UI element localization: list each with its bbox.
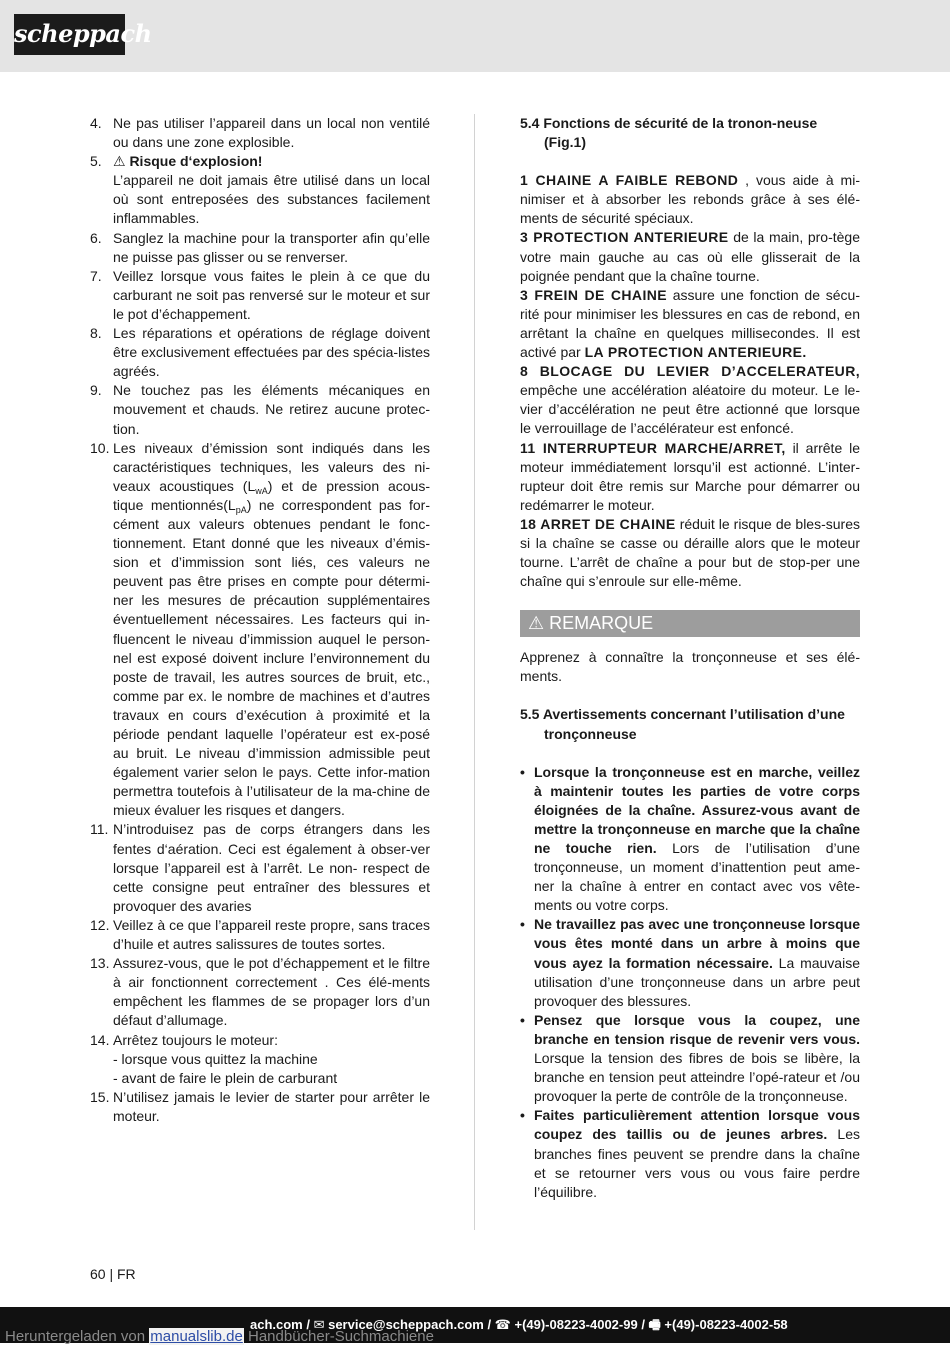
item-text: Veillez lorsque vous faites le plein à ce que du carburant ne soit pas renversé sur le moteur et sur le pot d’échappement. bbox=[113, 267, 430, 322]
download-suffix: Handbücher-Suchmachiene bbox=[243, 1328, 434, 1345]
item-number: 9. bbox=[90, 382, 102, 399]
subscript: wA bbox=[255, 485, 268, 496]
download-notice bbox=[5, 1328, 434, 1345]
remark-text: Apprenez à connaître la tronçonneuse et ses élé-ments. bbox=[520, 649, 860, 685]
footer-bar bbox=[0, 1307, 950, 1343]
bullet-bold: Lorsque la tronçonneuse est en marche, veillez à maintenir toutes les parties de votre corps éloignées de la chaîne. Assurez-vous avant de mettre la tronçonneuse en marche que la chaîne ne touche rien. bbox=[534, 763, 860, 856]
section-title: Avertissements concernant l’utilisation d’une bbox=[542, 706, 845, 723]
feature-label: 8 BLOCAGE DU LEVIER D’ACCELERATEUR, bbox=[520, 363, 860, 380]
bullet-text: Les branches fines peuvent se prendre dans la chaîne et se retourner vers vous ou vous faire perdre l’équilibre. bbox=[534, 1126, 860, 1200]
language-code: FR bbox=[117, 1266, 136, 1282]
list-item bbox=[90, 820, 430, 915]
section-heading bbox=[520, 705, 860, 743]
item-number: 6. bbox=[90, 229, 102, 246]
header-band bbox=[0, 0, 950, 72]
item-text: Ne touchez pas les éléments mécaniques en mouvement et chauds. Ne retirez aucune protec-tion. bbox=[113, 382, 430, 437]
list-item bbox=[90, 1088, 430, 1126]
feature-paragraph bbox=[520, 286, 860, 362]
list-item bbox=[90, 439, 430, 821]
list-item bbox=[520, 915, 860, 1010]
feature-text: réduit le risque de bles-sures si la chaîne se casse ou déraille alors que le moteur tourne. L’arrêt de chaîne a pour but de stop-per une chaîne qui s’enroule sur elle-même. bbox=[520, 515, 860, 590]
item-text: L’appareil ne doit jamais être utilisé dans un local où sont entreposées des substances facilement inflammables. bbox=[113, 172, 430, 227]
list-item bbox=[90, 381, 430, 438]
section-heading bbox=[520, 114, 860, 152]
bullet-icon: • bbox=[520, 1011, 525, 1028]
item-text: Arrêtez toujours le moteur: bbox=[113, 1031, 278, 1048]
brand-logo: scheppach bbox=[14, 14, 125, 55]
subscript: pA bbox=[235, 504, 247, 515]
item-text: - avant de faire le plein de carburant bbox=[113, 1069, 338, 1086]
list-item bbox=[90, 1031, 430, 1088]
warning-list bbox=[520, 763, 860, 1202]
feature-paragraph bbox=[520, 439, 860, 515]
item-number: 11. bbox=[90, 821, 109, 838]
bullet-icon: • bbox=[520, 763, 525, 780]
item-title: ⚠ Risque d‘explosion! bbox=[113, 153, 263, 170]
item-text: Sanglez la machine pour la transporter afin qu’elle ne puisse pas glisser ou se renverser. bbox=[113, 229, 430, 265]
feature-paragraph bbox=[520, 228, 860, 285]
list-item bbox=[90, 152, 430, 228]
download-prefix: Heruntergeladen von bbox=[5, 1328, 150, 1345]
item-number: 5. bbox=[90, 153, 102, 170]
item-text: Les réparations et opérations de réglage doivent être exclusivement effectuées par des spécia-listes agréés. bbox=[113, 325, 430, 380]
item-number: 13. bbox=[90, 955, 110, 972]
item-text: ) et de pression acous-tique mentionnés(L bbox=[113, 477, 430, 513]
page-number: 60 | FR bbox=[90, 1266, 136, 1282]
bullet-text: Lorsque la tension des fibres de bois se libère, la branche en tension peut atteindre l’opé-rateur et /ou provoquer la perte de contrôle de la tronçonneuse. bbox=[534, 1050, 860, 1105]
bullet-bold: Ne travaillez pas avec une tronçonneuse lorsque vous êtes monté dans un arbre à moins que vous ayez la formation nécessaire. bbox=[534, 916, 860, 971]
bullet-bold: Faites particulièrement attention lorsque vous coupez des taillis ou de jeunes arbres. bbox=[534, 1107, 860, 1143]
column-divider bbox=[474, 114, 475, 1230]
feature-label: 3 PROTECTION ANTERIEURE bbox=[520, 229, 729, 246]
manualslib-link[interactable]: manualslib.de bbox=[150, 1328, 243, 1345]
section-title: (Fig.1) bbox=[544, 134, 586, 151]
item-number: 4. bbox=[90, 115, 102, 131]
feature-label: 1 CHAINE A FAIBLE REBOND bbox=[520, 172, 739, 189]
item-number: 10. bbox=[90, 439, 110, 456]
item-text: - lorsque vous quittez la machine bbox=[113, 1050, 318, 1067]
list-item bbox=[90, 954, 430, 1030]
feature-text: de la main, pro-tège votre main gauche au cas où elle glisserait de la poignée pendant que la chaîne tourne. bbox=[520, 229, 860, 284]
feature-label: 3 FREIN DE CHAINE bbox=[520, 286, 667, 303]
item-number: 15. bbox=[90, 1088, 110, 1105]
list-item bbox=[520, 1106, 860, 1201]
list-item bbox=[90, 114, 430, 152]
warning-icon: ⚠ bbox=[528, 613, 545, 634]
contact-info: ach.com / ✉ service@scheppach.com / ☎ +(49)-08223-4002-99 / 🖷 +(49)-08223-4002-58 bbox=[250, 1317, 788, 1332]
safety-list bbox=[90, 114, 430, 1126]
section-title: Fonctions de sécurité de la tronon-neuse bbox=[543, 115, 818, 131]
item-text: Assurez-vous, que le pot d’échappement et le filtre à air fonctionnent correctement . Ces élé-ments empêchent les flammes de se propager lors d’un défaut d’allumage. bbox=[113, 955, 430, 1029]
list-item bbox=[90, 916, 430, 954]
bullet-icon: • bbox=[520, 1107, 525, 1124]
feature-paragraph bbox=[520, 362, 860, 438]
item-number: 8. bbox=[90, 325, 102, 342]
section-number: 5.5 bbox=[520, 706, 540, 723]
feature-label: 11 INTERRUPTEUR MARCHE/ARRET, bbox=[520, 439, 786, 456]
left-column bbox=[90, 114, 430, 1126]
item-text: Les niveaux d’émission sont indiqués dans les caractéristiques techniques, les valeurs des ni-veaux acoustiques (L bbox=[113, 439, 430, 494]
feature-label: 18 ARRET DE CHAINE bbox=[520, 515, 676, 532]
feature-paragraph bbox=[520, 515, 860, 591]
section-number: 5.4 bbox=[520, 115, 540, 131]
bullet-icon: • bbox=[520, 916, 525, 933]
feature-text: , vous aide à mi-nimiser et à absorber les rebonds grâce à ses élé-ments de sécurité spéciaux. bbox=[520, 172, 860, 227]
feature-text: assure une fonction de sécu-rité pour minimiser les blessures en cas de rebond, en arrêtant la chaîne en quelques millisecondes. Il est activé par bbox=[520, 286, 860, 361]
right-column bbox=[520, 114, 860, 1202]
list-item bbox=[520, 1011, 860, 1106]
bullet-text: Lors de l’utilisation d’une tronçonneuse, un moment d’inattention peut ame-ner la chaîne à entrer en contact avec vos vête-ments ou votre corps. bbox=[534, 840, 860, 914]
feature-text: il arrête le moteur immédiatement lorsqu’il est actionné. L’inter-rupteur doit être remis sur Marche pour démarrer ou redémarrer le moteur. bbox=[520, 439, 860, 513]
remark-banner bbox=[520, 610, 860, 637]
item-text: ) ne correspondent pas for-cément aux valeurs obtenues pendant le fonc-tionnement. Etant donné que les niveaux d’émis-sion et d’immission sont liés, ces valeurs ne peuvent pas être prises en compte pour détermi-ner les mesures de précaution supplémentaires éventuellement nécessaires. Les facteurs qui in-fluencent le niveau d’immission auquel le person-nel est exposé doivent inclure l’environnement du poste de travail, les autres sources de bruit, etc., comme par ex. le nombre de machines et d’autres travaux en cours d’exécution à proximité et la période pendant laquelle l’opérateur est ex-posé au bruit. Le niveau d’immission admissible peut également varier selon le pays. Cette infor-mation permettra toutefois à l’utilisateur de la ma-chine de mieux évaluer les risques et dangers. bbox=[113, 496, 430, 819]
feature-label: LA PROTECTION ANTERIEURE. bbox=[584, 344, 807, 361]
feature-paragraph bbox=[520, 171, 860, 228]
item-text: N’utilisez jamais le levier de starter pour arrêter le moteur. bbox=[113, 1088, 430, 1124]
item-text: Veillez à ce que l’appareil reste propre, sans traces d’huile et autres salissures de toutes sortes. bbox=[113, 916, 430, 953]
item-number: 14. bbox=[90, 1031, 110, 1048]
item-text: Ne pas utiliser l’appareil dans un local non ventilé ou dans une zone explosible. bbox=[113, 115, 430, 151]
remark-title: REMARQUE bbox=[549, 613, 654, 634]
item-number: 12. bbox=[90, 916, 110, 933]
section-title: tronçonneuse bbox=[544, 725, 637, 742]
item-text: N’introduisez pas de corps étrangers dans les fentes d‘aération. Ceci est également à obser-ver lorsque l’appareil est à l’arrêt. Le non- respect de cette consigne peut entraîner des blessures et provoquer des avaries bbox=[113, 821, 430, 914]
feature-text: empêche une accélération aléatoire du moteur. Le le-vier d’accélération ne peut être actionné que lorsque le verrouillage de l’accélérateur est enfoncé. bbox=[520, 382, 860, 437]
page-number-value: 60 bbox=[90, 1266, 106, 1282]
list-item bbox=[90, 267, 430, 324]
list-item bbox=[90, 324, 430, 381]
bullet-text: La mauvaise utilisation d’une tronçonneuse dans un arbre peut provoquer des blessures. bbox=[534, 954, 860, 1009]
bullet-bold: Pensez que lorsque vous la coupez, une branche en tension risque de revenir vers vous. bbox=[534, 1011, 860, 1047]
item-number: 7. bbox=[90, 267, 102, 284]
list-item bbox=[90, 229, 430, 267]
list-item bbox=[520, 763, 860, 916]
